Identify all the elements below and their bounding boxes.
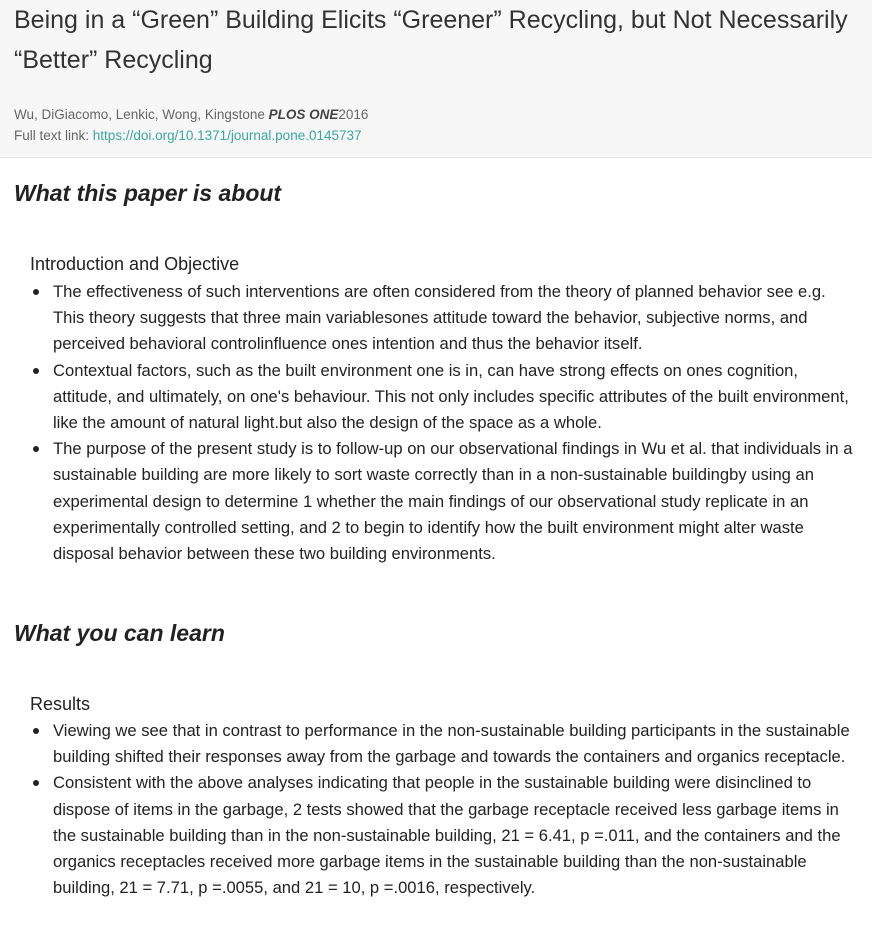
list-item: The effectiveness of such interventions are often considered from the theory of planned behavior see e.g. This theory suggests that three main variablesones attitude toward the behavior, subjective norms, and perceived behavioral controlinfluence ones intention and thus the behavior itself. <box>30 279 860 358</box>
list-item: Consistent with the above analyses indicating that people in the sustainable building were disinclined to dispose of items in the garbage, 2 tests showed that the garbage receptacle received less garbage items in the sustainable building than in the non-sustainable building, 21 = 6.41, p =.011, and the containers and the organics receptacles received more garbage items in the sustainable building than the non-sustainable building, 21 = 7.71, p =.0055, and 21 = 10, p =.0016, respectively. <box>30 770 860 901</box>
about-bullet-list <box>30 279 860 567</box>
subheading-introduction: Introduction and Objective <box>30 254 240 274</box>
section-heading-about: What this paper is about <box>14 180 282 206</box>
journal-name: PLOS ONE <box>268 107 339 122</box>
fulltext-line <box>14 125 864 146</box>
authors: Wu, DiGiacomo, Lenkic, Wong, Kingstone <box>14 107 265 122</box>
fulltext-link[interactable]: https://doi.org/10.1371/journal.pone.0145737 <box>92 128 362 143</box>
subheading-results: Results <box>30 694 91 714</box>
list-item: Viewing we see that in contrast to performance in the non-sustainable building participants in the sustainable building shifted their responses away from the garbage and towards the containers and organics receptacle. <box>30 718 860 770</box>
list-item: The purpose of the present study is to follow-up on our observational findings in Wu et al. that individuals in a sustainable building are more likely to sort waste correctly than in a non-sustainable buildingby using an experimental design to determine 1 whether the main findings of our observational study replicate in an experimentally controlled setting, and 2 to begin to identify how the built environment might alter waste disposal behavior between these two building environments. <box>30 436 860 567</box>
paper-meta <box>14 104 864 146</box>
list-item: Contextual factors, such as the built environment one is in, can have strong effects on ones cognition, attitude, and ultimately, on one's behaviour. This not only includes specific attributes of the built environment, like the amount of natural light.but also the design of the space as a whole. <box>30 358 860 437</box>
paper-title: Being in a “Green” Building Elicits “Greener” Recycling, but Not Necessarily “Better” Recycling <box>14 6 848 74</box>
citation-line <box>14 104 864 125</box>
learn-bullet-list <box>30 718 860 901</box>
fulltext-label: Full text link: <box>14 128 90 143</box>
section-heading-learn: What you can learn <box>14 620 225 646</box>
publication-year: 2016 <box>338 107 369 122</box>
paper-header <box>0 0 872 158</box>
